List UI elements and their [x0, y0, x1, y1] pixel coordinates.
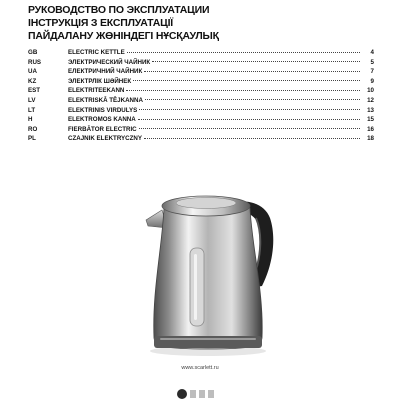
kettle-photo [140, 188, 280, 358]
toc-language-code: LT [28, 106, 36, 114]
toc-title: ЭЛЕКТРЛІК ШӘЙНЕК [68, 77, 132, 85]
toc-dot-leader [139, 109, 360, 110]
toc-page-number: 4 [370, 49, 374, 56]
table-of-contents [28, 48, 374, 144]
toc-row [28, 67, 374, 77]
toc-language-code: LV [28, 96, 36, 104]
toc-dot-leader [127, 52, 360, 53]
toc-dot-leader [145, 99, 360, 100]
toc-row [28, 96, 374, 106]
toc-title: ЭЛЕКТРИЧЕСКИЙ ЧАЙНИК [68, 58, 151, 66]
toc-row [28, 134, 374, 144]
title-russian: РУКОВОДСТВО ПО ЭКСПЛУАТАЦИИ [28, 4, 210, 16]
toc-row [28, 48, 374, 58]
toc-dot-leader [144, 71, 360, 72]
toc-title: ЕЛЕКТРИЧНИЙ ЧАЙНИК [68, 68, 143, 76]
toc-dot-leader [144, 138, 360, 139]
manual-titles [28, 4, 388, 43]
toc-page-number: 15 [367, 116, 374, 124]
kettle-base-band [154, 336, 262, 348]
toc-title: ELEKTRISKĀ TĒJKANNA [68, 96, 143, 104]
toc-language-code: UA [28, 68, 37, 76]
toc-title: ELECTRIC KETTLE [68, 49, 125, 56]
toc-row [28, 115, 374, 125]
toc-dot-leader [139, 128, 360, 129]
toc-dot-leader [133, 80, 360, 81]
toc-page-number: 9 [370, 77, 374, 85]
title-ukrainian: ІНСТРУКЦІЯ З ЕКСПЛУАТАЦІЇ [28, 17, 173, 29]
toc-dot-leader [126, 90, 360, 91]
toc-page-number: 16 [367, 125, 374, 133]
toc-language-code: KZ [28, 77, 37, 85]
toc-dot-leader [152, 61, 360, 62]
toc-title: ELEKTROMOS KANNA [68, 116, 136, 124]
toc-language-code: EST [28, 87, 41, 95]
toc-page-number: 12 [367, 96, 374, 104]
toc-page-number: 13 [367, 106, 374, 114]
toc-dot-leader [138, 119, 360, 120]
toc-page-number: 10 [367, 87, 374, 95]
title-kazakh: ПАЙДАЛАНУ ЖӨНІНДЕГІ НҰСҚАУЛЫҚ [28, 30, 219, 42]
kettle-base-band-shine [160, 338, 256, 340]
toc-row [28, 86, 374, 96]
kettle-body [154, 208, 262, 349]
toc-row [28, 125, 374, 135]
toc-language-code: H [28, 116, 33, 124]
toc-language-code: GB [28, 49, 38, 56]
toc-title: CZAJNIK ELEKTRYCZNY [68, 135, 143, 143]
toc-title: ELEKTRITEEKANN [68, 87, 125, 95]
toc-title: ELEKTRINIS VIRDULYS [68, 106, 138, 114]
toc-language-code: RO [28, 125, 38, 133]
toc-row [28, 106, 374, 116]
toc-row [28, 77, 374, 87]
toc-language-code: RUS [28, 58, 42, 66]
toc-language-code: PL [28, 135, 36, 143]
website-url: www.scarlett.ru [181, 365, 219, 371]
water-level-window-glare [194, 254, 197, 320]
brand-logo-icon [176, 388, 224, 400]
kettle-lid-top [176, 198, 236, 209]
toc-page-number: 7 [370, 68, 374, 76]
toc-title: FIERBĂTOR ELECTRIC [68, 125, 137, 133]
toc-page-number: 18 [367, 135, 374, 143]
toc-row [28, 58, 374, 68]
toc-page-number: 5 [370, 58, 374, 66]
